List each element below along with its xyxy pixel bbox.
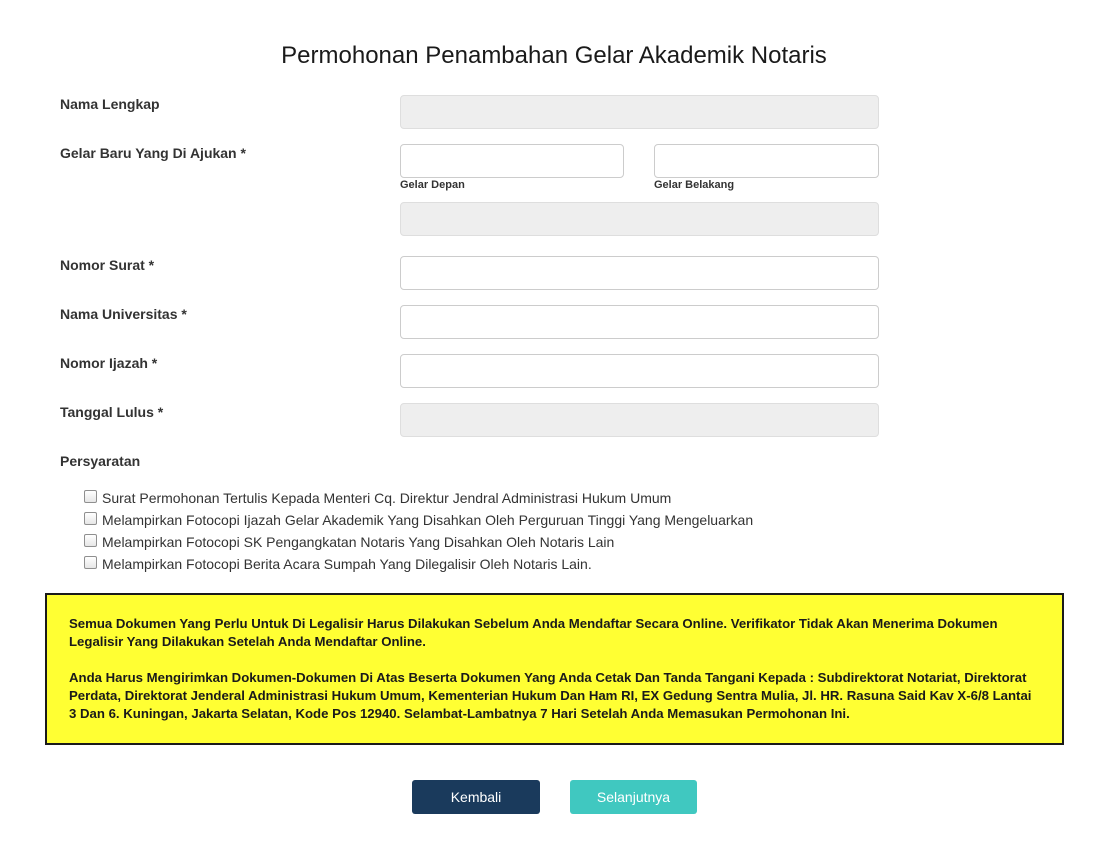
nama-lengkap-label: Nama Lengkap [60, 96, 160, 112]
nama-lengkap-input [400, 95, 879, 129]
checkbox[interactable] [84, 556, 97, 569]
nama-universitas-label: Nama Universitas * [60, 306, 187, 322]
persyaratan-item[interactable] [84, 509, 753, 531]
persyaratan-item[interactable] [84, 553, 753, 575]
gelar-preview-input [400, 202, 879, 236]
notice-paragraph-1: Semua Dokumen Yang Perlu Untuk Di Legalisir Harus Dilakukan Sebelum Anda Mendaftar Secara Online. Verifikator Tidak Akan Menerima Dokumen Legalisir Yang Dilakukan Setelah Anda Mendaftar Online. [69, 616, 998, 649]
gelar-depan-input[interactable] [400, 144, 624, 178]
persyaratan-list [84, 487, 753, 575]
persyaratan-item-text: Melampirkan Fotocopi SK Pengangkatan Notaris Yang Disahkan Oleh Notaris Lain [102, 534, 615, 550]
persyaratan-item[interactable] [84, 487, 753, 509]
kembali-button[interactable]: Kembali [412, 780, 540, 814]
checkbox[interactable] [84, 534, 97, 547]
gelar-baru-label: Gelar Baru Yang Di Ajukan * [60, 145, 246, 161]
gelar-belakang-input[interactable] [654, 144, 879, 178]
persyaratan-item-text: Melampirkan Fotocopi Berita Acara Sumpah Yang Dilegalisir Oleh Notaris Lain. [102, 556, 592, 572]
nomor-surat-label: Nomor Surat * [60, 257, 155, 273]
gelar-depan-label: Gelar Depan [400, 179, 465, 191]
gelar-belakang-label: Gelar Belakang [654, 179, 735, 191]
tanggal-lulus-label: Tanggal Lulus * [60, 404, 164, 420]
selanjutnya-button[interactable]: Selanjutnya [570, 780, 697, 814]
notice-box [45, 593, 1064, 745]
tanggal-lulus-input[interactable] [400, 403, 879, 437]
nama-universitas-input[interactable] [400, 305, 879, 339]
nomor-ijazah-label: Nomor Ijazah * [60, 355, 158, 371]
nomor-surat-input[interactable] [400, 256, 879, 290]
page-title: Permohonan Penambahan Gelar Akademik Notaris [281, 42, 827, 69]
checkbox[interactable] [84, 490, 97, 503]
persyaratan-item[interactable] [84, 531, 753, 553]
notice-paragraph-2: Anda Harus Mengirimkan Dokumen-Dokumen Di Atas Beserta Dokumen Yang Anda Cetak Dan Tanda Tangani Kepada : Subdirektorat Notariat, Direktorat Perdata, Direktorat Jenderal Administrasi Hukum Umum, Kementerian Hukum Dan Ham RI, EX Gedung Sentra Mulia, Jl. HR. Rasuna Said Kav X-6/8 Lantai 3 Dan 6. Kuningan, Jakarta Selatan, Kode Pos 12940. Selambat-Lambatnya 7 Hari Setelah Anda Memasukan Permohonan Ini. [69, 670, 1032, 721]
persyaratan-item-text: Melampirkan Fotocopi Ijazah Gelar Akademik Yang Disahkan Oleh Perguruan Tinggi Yang Mengeluarkan [102, 512, 754, 528]
checkbox[interactable] [84, 512, 97, 525]
persyaratan-item-text: Surat Permohonan Tertulis Kepada Menteri Cq. Direktur Jendral Administrasi Hukum Umum [102, 490, 672, 506]
nomor-ijazah-input[interactable] [400, 354, 879, 388]
persyaratan-label: Persyaratan [60, 453, 141, 469]
